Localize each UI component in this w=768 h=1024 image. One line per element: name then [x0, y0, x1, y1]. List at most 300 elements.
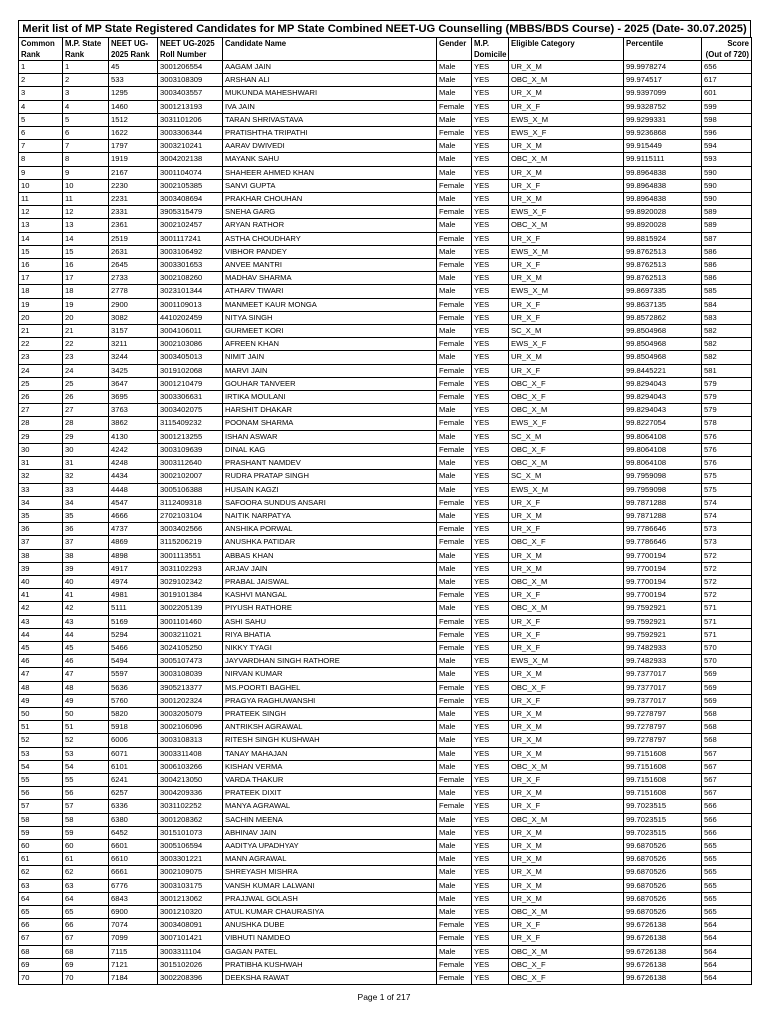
column-header-eligible-category: Eligible Category — [509, 38, 624, 50]
table-row — [19, 839, 752, 852]
column-header-percentile: Percentile — [624, 38, 702, 50]
table-row — [19, 325, 752, 338]
cell-eligible-category: OBC_X_F — [509, 377, 624, 390]
cell-candidate-name: HUSAIN KAGZI — [223, 483, 437, 496]
cell-gender: Male — [437, 549, 472, 562]
table-row — [19, 470, 752, 483]
cell-mp-state-rank: 8 — [63, 153, 109, 166]
cell-percentile: 99.8445221 — [624, 364, 702, 377]
cell-score: 601 — [702, 87, 752, 100]
cell-eligible-category: UR_X_F — [509, 628, 624, 641]
cell-gender: Male — [437, 153, 472, 166]
cell-neet-rank: 6452 — [109, 826, 158, 839]
cell-common-rank: 53 — [19, 747, 63, 760]
cell-gender: Female — [437, 628, 472, 641]
cell-candidate-name: PRAJJWAL GOLASH — [223, 892, 437, 905]
cell-mp-state-rank: 7 — [63, 140, 109, 153]
cell-candidate-name: ARSHAN ALI — [223, 74, 437, 87]
cell-score: 590 — [702, 166, 752, 179]
cell-neet-rank: 7074 — [109, 919, 158, 932]
cell-mp-domicile: YES — [472, 813, 509, 826]
cell-common-rank: 35 — [19, 509, 63, 522]
column-header-gender: Gender — [437, 38, 472, 50]
cell-candidate-name: JAYVARDHAN SINGH RATHORE — [223, 655, 437, 668]
cell-candidate-name: SHREYASH MISHRA — [223, 866, 437, 879]
cell-percentile: 99.7151608 — [624, 747, 702, 760]
cell-percentile: 99.8572862 — [624, 311, 702, 324]
cell-candidate-name: HARSHIT DHAKAR — [223, 404, 437, 417]
cell-eligible-category: UR_X_M — [509, 879, 624, 892]
cell-mp-domicile: YES — [472, 879, 509, 892]
cell-mp-domicile: YES — [472, 628, 509, 641]
table-body — [19, 61, 752, 985]
cell-candidate-name: MS.POORTI BAGHEL — [223, 681, 437, 694]
cell-common-rank: 68 — [19, 945, 63, 958]
cell-mp-domicile: YES — [472, 906, 509, 919]
table-row — [19, 232, 752, 245]
cell-roll-number: 3002208396 — [158, 972, 223, 985]
cell-score: 564 — [702, 972, 752, 985]
cell-gender: Male — [437, 655, 472, 668]
cell-common-rank: 70 — [19, 972, 63, 985]
cell-roll-number: 3002108260 — [158, 272, 223, 285]
table-row — [19, 193, 752, 206]
cell-eligible-category: OBC_X_F — [509, 958, 624, 971]
cell-mp-domicile: YES — [472, 404, 509, 417]
cell-gender: Male — [437, 61, 472, 74]
cell-roll-number: 3005107473 — [158, 655, 223, 668]
table-row — [19, 364, 752, 377]
cell-neet-rank: 3695 — [109, 391, 158, 404]
cell-mp-domicile: YES — [472, 430, 509, 443]
cell-neet-rank: 4898 — [109, 549, 158, 562]
cell-score: 589 — [702, 219, 752, 232]
cell-mp-state-rank: 14 — [63, 232, 109, 245]
cell-percentile: 99.7023515 — [624, 826, 702, 839]
cell-roll-number: 3001113551 — [158, 549, 223, 562]
cell-common-rank: 11 — [19, 193, 63, 206]
cell-roll-number: 3003106492 — [158, 245, 223, 258]
cell-mp-state-rank: 63 — [63, 879, 109, 892]
cell-roll-number: 3003408694 — [158, 193, 223, 206]
cell-percentile: 99.7786646 — [624, 536, 702, 549]
cell-percentile: 99.8762513 — [624, 245, 702, 258]
cell-common-rank: 65 — [19, 906, 63, 919]
cell-gender: Male — [437, 509, 472, 522]
cell-mp-state-rank: 43 — [63, 615, 109, 628]
cell-mp-state-rank: 9 — [63, 166, 109, 179]
cell-candidate-name: AARAV DWIVEDI — [223, 140, 437, 153]
cell-mp-domicile: YES — [472, 166, 509, 179]
cell-mp-state-rank: 23 — [63, 351, 109, 364]
cell-common-rank: 34 — [19, 496, 63, 509]
cell-neet-rank: 3862 — [109, 417, 158, 430]
cell-gender: Female — [437, 311, 472, 324]
table-row — [19, 615, 752, 628]
cell-mp-domicile: YES — [472, 113, 509, 126]
cell-percentile: 99.7592921 — [624, 602, 702, 615]
cell-gender: Male — [437, 272, 472, 285]
cell-mp-domicile: YES — [472, 932, 509, 945]
cell-gender: Male — [437, 866, 472, 879]
cell-neet-rank: 6241 — [109, 773, 158, 786]
cell-common-rank: 21 — [19, 325, 63, 338]
cell-neet-rank: 2631 — [109, 245, 158, 258]
cell-mp-state-rank: 37 — [63, 536, 109, 549]
cell-common-rank: 25 — [19, 377, 63, 390]
cell-mp-domicile: YES — [472, 338, 509, 351]
cell-mp-domicile: YES — [472, 826, 509, 839]
cell-mp-domicile: YES — [472, 245, 509, 258]
cell-neet-rank: 5111 — [109, 602, 158, 615]
cell-score: 565 — [702, 892, 752, 905]
cell-mp-domicile: YES — [472, 747, 509, 760]
cell-roll-number: 3905213377 — [158, 681, 223, 694]
cell-score: 564 — [702, 919, 752, 932]
cell-percentile: 99.6870526 — [624, 853, 702, 866]
cell-roll-number: 3003301221 — [158, 853, 223, 866]
cell-gender: Male — [437, 760, 472, 773]
cell-score: 569 — [702, 668, 752, 681]
cell-gender: Male — [437, 813, 472, 826]
cell-gender: Male — [437, 839, 472, 852]
cell-eligible-category: OBC_X_M — [509, 219, 624, 232]
cell-eligible-category: EWS_X_M — [509, 245, 624, 258]
cell-gender: Male — [437, 87, 472, 100]
cell-eligible-category: OBC_X_F — [509, 443, 624, 456]
cell-eligible-category: UR_X_M — [509, 839, 624, 852]
cell-roll-number: 3003211021 — [158, 628, 223, 641]
cell-eligible-category: OBC_X_M — [509, 404, 624, 417]
table-row — [19, 813, 752, 826]
cell-score: 585 — [702, 285, 752, 298]
cell-mp-state-rank: 2 — [63, 74, 109, 87]
cell-roll-number: 3031102252 — [158, 800, 223, 813]
column-header-roll-number-line2: Roll Number — [158, 49, 223, 61]
cell-candidate-name: GAGAN PATEL — [223, 945, 437, 958]
cell-common-rank: 23 — [19, 351, 63, 364]
table-row — [19, 377, 752, 390]
cell-roll-number: 3115409232 — [158, 417, 223, 430]
cell-neet-rank: 6776 — [109, 879, 158, 892]
cell-gender: Female — [437, 377, 472, 390]
cell-mp-state-rank: 39 — [63, 562, 109, 575]
cell-gender: Female — [437, 179, 472, 192]
cell-mp-domicile: YES — [472, 140, 509, 153]
cell-eligible-category: EWS_X_M — [509, 483, 624, 496]
cell-mp-domicile: YES — [472, 153, 509, 166]
cell-score: 564 — [702, 945, 752, 958]
cell-score: 571 — [702, 615, 752, 628]
cell-gender: Male — [437, 853, 472, 866]
cell-percentile: 99.7482933 — [624, 641, 702, 654]
table-row — [19, 100, 752, 113]
cell-candidate-name: KASHVI MANGAL — [223, 589, 437, 602]
cell-mp-domicile: YES — [472, 285, 509, 298]
cell-mp-state-rank: 64 — [63, 892, 109, 905]
cell-percentile: 99.7592921 — [624, 628, 702, 641]
cell-score: 574 — [702, 509, 752, 522]
cell-percentile: 99.9299331 — [624, 113, 702, 126]
cell-eligible-category: UR_X_M — [509, 351, 624, 364]
cell-percentile: 99.6726138 — [624, 972, 702, 985]
cell-mp-state-rank: 50 — [63, 707, 109, 720]
cell-percentile: 99.974517 — [624, 74, 702, 87]
table-row — [19, 509, 752, 522]
cell-score: 571 — [702, 602, 752, 615]
cell-percentile: 99.8920028 — [624, 206, 702, 219]
cell-gender: Female — [437, 919, 472, 932]
cell-mp-domicile: YES — [472, 760, 509, 773]
cell-candidate-name: ANUSHKA DUBE — [223, 919, 437, 932]
cell-common-rank: 6 — [19, 127, 63, 140]
cell-score: 566 — [702, 813, 752, 826]
cell-gender: Female — [437, 100, 472, 113]
cell-candidate-name: POONAM SHARMA — [223, 417, 437, 430]
cell-neet-rank: 7115 — [109, 945, 158, 958]
table-row — [19, 259, 752, 272]
table-row — [19, 681, 752, 694]
cell-mp-domicile: YES — [472, 562, 509, 575]
cell-common-rank: 45 — [19, 641, 63, 654]
cell-common-rank: 26 — [19, 391, 63, 404]
cell-score: 576 — [702, 443, 752, 456]
cell-mp-state-rank: 59 — [63, 826, 109, 839]
cell-neet-rank: 6661 — [109, 866, 158, 879]
cell-gender: Male — [437, 166, 472, 179]
cell-mp-state-rank: 11 — [63, 193, 109, 206]
cell-common-rank: 28 — [19, 417, 63, 430]
cell-percentile: 99.8064108 — [624, 443, 702, 456]
cell-percentile: 99.9115111 — [624, 153, 702, 166]
cell-score: 574 — [702, 496, 752, 509]
cell-neet-rank: 6380 — [109, 813, 158, 826]
cell-candidate-name: NIRVAN KUMAR — [223, 668, 437, 681]
cell-percentile: 99.7700194 — [624, 562, 702, 575]
cell-candidate-name: ANUSHKA PATIDAR — [223, 536, 437, 549]
cell-roll-number: 3115206219 — [158, 536, 223, 549]
cell-score: 590 — [702, 179, 752, 192]
cell-mp-domicile: YES — [472, 509, 509, 522]
cell-common-rank: 67 — [19, 932, 63, 945]
cell-percentile: 99.9236868 — [624, 127, 702, 140]
table-row — [19, 206, 752, 219]
cell-eligible-category: EWS_X_M — [509, 113, 624, 126]
cell-score: 579 — [702, 377, 752, 390]
cell-eligible-category: UR_X_F — [509, 311, 624, 324]
cell-common-rank: 43 — [19, 615, 63, 628]
cell-candidate-name: MARVI JAIN — [223, 364, 437, 377]
cell-mp-state-rank: 6 — [63, 127, 109, 140]
cell-common-rank: 55 — [19, 773, 63, 786]
cell-eligible-category: EWS_X_F — [509, 206, 624, 219]
cell-score: 571 — [702, 628, 752, 641]
cell-mp-domicile: YES — [472, 272, 509, 285]
cell-candidate-name: IRTIKA MOULANI — [223, 391, 437, 404]
cell-gender: Female — [437, 641, 472, 654]
cell-common-rank: 31 — [19, 457, 63, 470]
cell-gender: Female — [437, 298, 472, 311]
cell-percentile: 99.8815924 — [624, 232, 702, 245]
table-row — [19, 945, 752, 958]
cell-candidate-name: NAITIK NARPATYA — [223, 509, 437, 522]
cell-score: 572 — [702, 562, 752, 575]
cell-candidate-name: AFREEN KHAN — [223, 338, 437, 351]
cell-roll-number: 3003306344 — [158, 127, 223, 140]
cell-mp-state-rank: 33 — [63, 483, 109, 496]
cell-mp-state-rank: 68 — [63, 945, 109, 958]
cell-common-rank: 36 — [19, 523, 63, 536]
cell-common-rank: 3 — [19, 87, 63, 100]
cell-score: 572 — [702, 589, 752, 602]
cell-eligible-category: UR_X_F — [509, 232, 624, 245]
cell-eligible-category: UR_X_F — [509, 919, 624, 932]
cell-roll-number: 3001104074 — [158, 166, 223, 179]
cell-mp-domicile: YES — [472, 391, 509, 404]
cell-gender: Male — [437, 219, 472, 232]
cell-common-rank: 8 — [19, 153, 63, 166]
cell-common-rank: 59 — [19, 826, 63, 839]
cell-eligible-category: UR_X_M — [509, 509, 624, 522]
cell-candidate-name: PIYUSH RATHORE — [223, 602, 437, 615]
cell-mp-state-rank: 19 — [63, 298, 109, 311]
cell-eligible-category: UR_X_M — [509, 721, 624, 734]
cell-roll-number: 3015101073 — [158, 826, 223, 839]
cell-gender: Male — [437, 945, 472, 958]
cell-candidate-name: ASHI SAHU — [223, 615, 437, 628]
cell-eligible-category: UR_X_F — [509, 800, 624, 813]
cell-percentile: 99.7151608 — [624, 760, 702, 773]
cell-score: 599 — [702, 100, 752, 113]
cell-roll-number: 3005106388 — [158, 483, 223, 496]
cell-common-rank: 14 — [19, 232, 63, 245]
cell-gender: Female — [437, 932, 472, 945]
cell-percentile: 99.8762513 — [624, 259, 702, 272]
table-row — [19, 707, 752, 720]
table-row — [19, 972, 752, 985]
cell-neet-rank: 3157 — [109, 325, 158, 338]
header-row-2 — [19, 49, 752, 61]
cell-common-rank: 29 — [19, 430, 63, 443]
cell-mp-domicile: YES — [472, 311, 509, 324]
cell-eligible-category: UR_X_F — [509, 496, 624, 509]
cell-roll-number: 3003402566 — [158, 523, 223, 536]
cell-mp-state-rank: 57 — [63, 800, 109, 813]
table-row — [19, 74, 752, 87]
cell-score: 589 — [702, 206, 752, 219]
cell-candidate-name: ARYAN RATHOR — [223, 219, 437, 232]
cell-mp-domicile: YES — [472, 839, 509, 852]
table-row — [19, 417, 752, 430]
cell-mp-state-rank: 38 — [63, 549, 109, 562]
cell-mp-state-rank: 22 — [63, 338, 109, 351]
cell-roll-number: 3024105250 — [158, 641, 223, 654]
cell-neet-rank: 5636 — [109, 681, 158, 694]
cell-candidate-name: RITESH SINGH KUSHWAH — [223, 734, 437, 747]
cell-percentile: 99.8064108 — [624, 457, 702, 470]
cell-mp-domicile: YES — [472, 549, 509, 562]
cell-common-rank: 37 — [19, 536, 63, 549]
column-header-common-rank-line2: Rank — [19, 49, 63, 61]
cell-mp-state-rank: 25 — [63, 377, 109, 390]
cell-mp-domicile: YES — [472, 193, 509, 206]
table-row — [19, 919, 752, 932]
table-row — [19, 61, 752, 74]
cell-score: 581 — [702, 364, 752, 377]
table-row — [19, 179, 752, 192]
cell-percentile: 99.8294043 — [624, 391, 702, 404]
cell-neet-rank: 45 — [109, 61, 158, 74]
cell-candidate-name: ATHARV TIWARI — [223, 285, 437, 298]
table-row — [19, 800, 752, 813]
cell-eligible-category: SC_X_M — [509, 470, 624, 483]
cell-mp-state-rank: 26 — [63, 391, 109, 404]
cell-score: 565 — [702, 853, 752, 866]
cell-score: 584 — [702, 298, 752, 311]
cell-eligible-category: OBC_X_M — [509, 945, 624, 958]
cell-mp-state-rank: 17 — [63, 272, 109, 285]
cell-mp-state-rank: 32 — [63, 470, 109, 483]
cell-eligible-category: UR_X_M — [509, 272, 624, 285]
cell-common-rank: 44 — [19, 628, 63, 641]
cell-score: 565 — [702, 866, 752, 879]
cell-eligible-category: UR_X_F — [509, 932, 624, 945]
cell-common-rank: 69 — [19, 958, 63, 971]
table-row — [19, 153, 752, 166]
cell-common-rank: 49 — [19, 694, 63, 707]
cell-roll-number: 3003408091 — [158, 919, 223, 932]
cell-percentile: 99.7700194 — [624, 575, 702, 588]
cell-roll-number: 3005106594 — [158, 839, 223, 852]
cell-score: 565 — [702, 906, 752, 919]
cell-mp-state-rank: 30 — [63, 443, 109, 456]
cell-eligible-category: UR_X_F — [509, 364, 624, 377]
cell-score: 569 — [702, 681, 752, 694]
table-row — [19, 826, 752, 839]
cell-percentile: 99.7278797 — [624, 721, 702, 734]
cell-mp-state-rank: 44 — [63, 628, 109, 641]
cell-score: 566 — [702, 800, 752, 813]
cell-neet-rank: 6257 — [109, 787, 158, 800]
cell-mp-domicile: YES — [472, 74, 509, 87]
cell-roll-number: 3019102068 — [158, 364, 223, 377]
cell-neet-rank: 2231 — [109, 193, 158, 206]
cell-percentile: 99.8504968 — [624, 338, 702, 351]
cell-mp-state-rank: 10 — [63, 179, 109, 192]
cell-common-rank: 1 — [19, 61, 63, 74]
cell-candidate-name: TANAY MAHAJAN — [223, 747, 437, 760]
cell-mp-domicile: YES — [472, 457, 509, 470]
cell-candidate-name: MANN AGRAWAL — [223, 853, 437, 866]
cell-score: 565 — [702, 879, 752, 892]
cell-score: 586 — [702, 259, 752, 272]
cell-common-rank: 52 — [19, 734, 63, 747]
cell-candidate-name: NIMIT JAIN — [223, 351, 437, 364]
cell-percentile: 99.7482933 — [624, 655, 702, 668]
cell-eligible-category: UR_X_M — [509, 562, 624, 575]
cell-roll-number: 3001208362 — [158, 813, 223, 826]
cell-mp-state-rank: 53 — [63, 747, 109, 760]
cell-common-rank: 2 — [19, 74, 63, 87]
cell-percentile: 99.7023515 — [624, 800, 702, 813]
cell-mp-state-rank: 36 — [63, 523, 109, 536]
cell-eligible-category: UR_X_M — [509, 853, 624, 866]
cell-mp-state-rank: 4 — [63, 100, 109, 113]
table-row — [19, 602, 752, 615]
cell-percentile: 99.6870526 — [624, 866, 702, 879]
cell-candidate-name: NIKKY TYAGI — [223, 641, 437, 654]
cell-common-rank: 12 — [19, 206, 63, 219]
